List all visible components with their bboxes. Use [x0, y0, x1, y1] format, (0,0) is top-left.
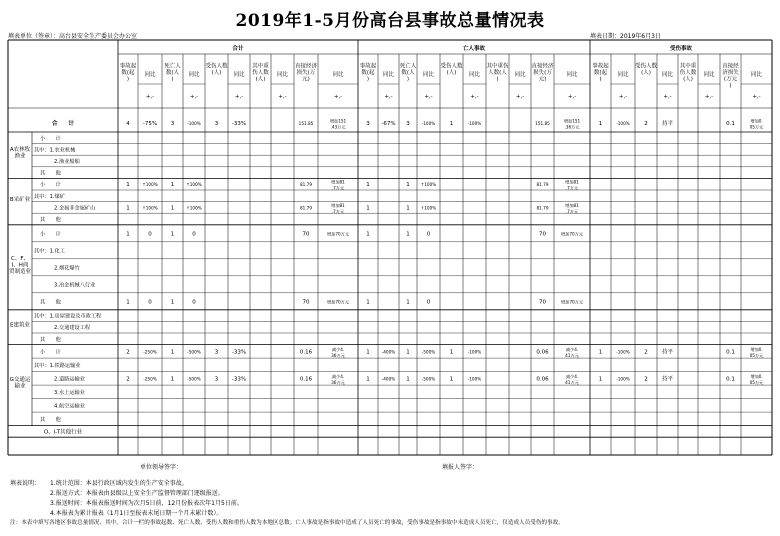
subcategory-label: 其 他	[40, 336, 61, 343]
row-cell: -33%	[231, 376, 247, 383]
row-cell: 1	[598, 349, 603, 356]
row-cell: 增加70万元	[560, 231, 584, 237]
subcategory-label: 2.道路运输业	[54, 376, 85, 383]
fatal-column-header: 受伤人数	[440, 63, 463, 70]
row-cell: -100%	[467, 376, 482, 382]
category-label: I、H商	[11, 262, 29, 269]
subcategory-label: 小 计	[40, 182, 61, 189]
fatal-yoy-header: 同比	[382, 72, 395, 78]
total-column-header: 死亡人	[164, 63, 181, 70]
fatal-column-header: 数(人	[401, 70, 415, 76]
row-cell: 81.79	[300, 205, 312, 211]
injury-column-header: 直接经	[722, 63, 739, 70]
row-cell: .7万元	[565, 208, 579, 214]
row-cell: ↑100%	[142, 182, 158, 188]
total-column-header: 数(起	[121, 70, 135, 76]
grand-total-cell: -100%	[421, 121, 436, 126]
row-cell: 36万元	[331, 352, 345, 358]
row-cell: 1	[126, 299, 130, 306]
row-cell: 0.16	[299, 349, 313, 356]
fatal-column-header: (人)	[446, 70, 457, 76]
category-label: O、I-T其他行业	[43, 429, 83, 436]
fatal-column-header: 直接经济	[531, 63, 554, 70]
fatal-column-header: )	[406, 76, 410, 83]
row-cell: -500%	[421, 376, 436, 382]
row-cell: 05万元	[749, 352, 764, 358]
filling-date: 填表日期：2019年6月3日	[590, 33, 661, 40]
injury-yoy-header: 同比	[703, 72, 715, 78]
category-label: 贸制造业	[8, 269, 32, 276]
fatal-yoy-header: 同比	[566, 72, 578, 78]
row-cell: 增加81	[565, 179, 579, 185]
total-column-header: )	[126, 76, 130, 83]
row-cell: 0.16	[299, 376, 313, 383]
grand-total-label: 合 计	[51, 121, 75, 127]
grand-total-cell: 0.1	[726, 121, 735, 127]
row-cell: 3	[214, 349, 219, 356]
grand-total-cell: -100%	[467, 121, 482, 126]
row-cell: ↑100%	[420, 182, 437, 188]
injury-pm-header: +,-	[704, 94, 714, 100]
subcategory-label: 小 计	[40, 349, 61, 356]
row-cell: 1	[170, 299, 175, 306]
remark: 注：本表中填写各地区事故总量情况，其中，合计一栏的事故起数、死亡人数、受伤人数和重伤人数为本地区总数；亡人事故是指事故中造成了人员死亡的事故，受伤事故是指事故中未造成人员死亡，仅造成人员受伤的事故。	[10, 520, 564, 526]
grand-total-cell: 05万元	[749, 124, 764, 130]
total-column-header: (人)	[211, 70, 222, 76]
fatal-column-header: 人数(人	[488, 70, 507, 76]
grand-total-cell: 4	[126, 121, 130, 127]
row-cell: 持平	[661, 376, 674, 383]
note-title: 填表说明：	[10, 480, 41, 487]
row-cell: 1	[406, 205, 410, 212]
row-cell: 81.79	[536, 205, 549, 211]
row-cell: 70	[539, 231, 546, 238]
row-cell: 70	[302, 231, 310, 238]
subcategory-label: 小 计	[40, 231, 61, 238]
row-cell: 1	[366, 205, 370, 212]
injury-pm-header: +,-	[618, 94, 628, 100]
row-cell: 41万元	[565, 352, 579, 358]
fatal-pm-header: +,-	[470, 94, 479, 100]
grand-total-cell: 151.85	[298, 121, 314, 126]
row-cell: 1	[406, 376, 410, 383]
row-cell: 0	[148, 299, 152, 306]
row-cell: -33%	[231, 349, 247, 356]
row-cell: 1	[406, 182, 410, 189]
fatal-column-header: )	[496, 76, 499, 83]
row-cell: 持平	[661, 349, 674, 356]
row-cell: 0	[148, 231, 152, 238]
total-column-header: 伤人数	[252, 70, 269, 76]
total-pm-header: +,-	[145, 94, 155, 100]
subcategory-label: 其 他	[40, 170, 61, 177]
injury-column-header: 伤人数	[679, 70, 697, 76]
grand-total-cell: 3	[170, 121, 175, 127]
injury-yoy-header: 同比	[661, 72, 674, 78]
total-column-header: 数(人	[165, 70, 180, 76]
note-line: 1.统计范围：本县行政区域内发生的生产安全事故。	[50, 480, 188, 487]
fatal-column-header: 损失(万	[533, 70, 552, 76]
row-cell: -500%	[421, 349, 436, 355]
row-cell: 1	[449, 349, 454, 356]
subcategory-label: 小 计	[40, 135, 61, 142]
filling-unit: 填表单位（签章）：高台县安全生产委员会办公室	[8, 33, 138, 40]
grand-total-cell: 3	[406, 121, 410, 127]
grand-total-cell: 2	[644, 121, 648, 127]
grand-total-cell: .43万元	[330, 124, 346, 130]
row-cell: -500%	[187, 376, 201, 382]
row-cell: 1	[170, 349, 175, 356]
grand-total-cell: 增加151	[329, 118, 347, 124]
row-cell: -400%	[381, 349, 396, 355]
row-cell: 41万元	[565, 379, 579, 385]
subcategory-label: 3.冶金机械八行业	[54, 282, 96, 289]
category-label: C、F、	[10, 256, 30, 263]
row-cell: -500%	[187, 349, 201, 355]
subcategory-label: 其 他	[40, 217, 61, 223]
subcategory-label: 2.金属非金属矿山	[54, 205, 96, 212]
injury-column-header: (人)	[683, 76, 693, 83]
injury-column-header: 数(起	[593, 70, 608, 76]
row-cell: .7万元	[565, 185, 579, 191]
row-cell: 0	[426, 231, 431, 238]
injury-column-header: )	[599, 76, 602, 83]
total-pm-header: +,-	[278, 94, 287, 100]
fatal-yoy-header: 同比	[422, 72, 435, 78]
row-cell: 增加81	[331, 202, 345, 208]
grand-total-cell: .36万元	[564, 124, 580, 130]
row-cell: ↑100%	[186, 182, 202, 188]
row-cell: 1	[170, 231, 175, 238]
row-cell: -250%	[143, 376, 157, 382]
total-column-header: 损失(万	[296, 70, 316, 76]
injury-column-header: )	[729, 83, 732, 89]
row-cell: 1	[406, 299, 410, 306]
row-cell: ↑100%	[142, 205, 158, 211]
row-cell: 减少4.	[565, 346, 579, 352]
row-cell: 0.06	[536, 376, 549, 383]
grand-total-cell: 1	[598, 121, 603, 127]
grand-total-cell: 151.85	[535, 121, 550, 126]
total-yoy-header: 同比	[276, 72, 289, 78]
row-cell: 70	[539, 299, 546, 306]
row-cell: 1	[126, 182, 130, 189]
grand-total-cell: 增加0.	[750, 118, 763, 124]
fatal-column-header: 死亡人	[399, 63, 417, 70]
row-cell: 减少4.	[565, 373, 579, 379]
total-column-header: 直接经济	[294, 63, 318, 70]
row-cell: 2	[644, 349, 648, 356]
row-cell: 增加70万元	[326, 299, 350, 305]
subcategory-label: 4.航空运输业	[54, 403, 85, 410]
row-cell: 1	[406, 231, 410, 238]
total-yoy-header: 同比	[233, 72, 245, 78]
row-cell: 增加70万元	[560, 299, 584, 305]
row-cell: .7万元	[331, 185, 345, 191]
fatal-pm-header: +,-	[567, 94, 577, 100]
row-cell: -100%	[616, 349, 630, 355]
row-cell: 0.1	[726, 376, 735, 383]
row-cell: 1	[449, 376, 454, 383]
injury-column-header: (人)	[641, 70, 651, 76]
subcategory-label: 2.交通建设工程	[54, 325, 91, 332]
row-cell: 1	[170, 182, 175, 189]
note-line: 3.报送时间：本报表报送时间为次月5日前，12月份报表次年1月5日前。	[50, 500, 243, 507]
report-title: 2019年1-5月份高台县事故总量情况表	[235, 11, 545, 31]
total-yoy-header: 同比	[188, 72, 200, 78]
row-cell: 1	[366, 299, 370, 306]
row-cell: 增加0.	[750, 373, 763, 379]
fatal-column-header: 元)	[538, 76, 547, 83]
fatal-column-header: 其中重伤	[486, 63, 509, 70]
row-cell: 81.79	[536, 182, 549, 188]
total-column-header: 受伤人数	[205, 63, 228, 70]
grand-total-cell: 增加151	[563, 118, 581, 124]
subcategory-label: 2.渔业船舶	[54, 159, 80, 165]
fatal-yoy-header: 同比	[514, 72, 526, 78]
row-cell: .7万元	[331, 208, 345, 214]
row-cell: ↑100%	[420, 205, 437, 211]
fatal-pm-header: +,-	[515, 94, 525, 100]
row-cell: 减少4.	[331, 346, 345, 352]
category-label: G交通运	[9, 377, 31, 384]
row-cell: 减少4.	[331, 373, 345, 379]
row-cell: 2	[126, 376, 130, 383]
row-cell: 1	[126, 205, 130, 212]
grand-total-cell: -100%	[187, 121, 201, 126]
total-column-header: 事故起	[119, 63, 137, 70]
group-header-fatal: 亡人事故	[462, 46, 486, 52]
row-cell: 0	[426, 299, 431, 306]
subcategory-label: 其中：1.铁路运输业	[34, 362, 81, 369]
row-cell: 3	[214, 376, 219, 383]
row-cell: 1	[366, 376, 370, 383]
total-yoy-header: 同比	[332, 72, 344, 78]
subcategory-label: 其 他	[40, 299, 61, 306]
injury-yoy-header: 同比	[617, 72, 629, 78]
grand-total-cell: 1	[449, 121, 454, 127]
injury-column-header: 事故起	[592, 63, 609, 70]
row-cell: 0	[192, 299, 196, 306]
row-cell: 2	[126, 349, 130, 356]
fatal-column-header: )	[366, 76, 370, 83]
row-cell: 81.79	[300, 182, 312, 188]
row-cell: 0.1	[726, 349, 735, 356]
grand-total-cell: 3	[214, 121, 219, 127]
row-cell: -250%	[143, 349, 157, 355]
row-cell: -100%	[467, 349, 482, 355]
category-label: A农林牧	[9, 147, 31, 154]
grand-total-cell: 持平	[661, 121, 674, 127]
fatal-column-header: 数(起	[361, 70, 375, 76]
injury-pm-header: +,-	[663, 94, 672, 100]
category-label: 输业	[14, 383, 26, 390]
row-cell: 1	[366, 231, 370, 238]
row-cell: -400%	[381, 376, 396, 382]
injury-column-header: (万元	[723, 76, 738, 83]
group-header-injury: 受伤事故	[669, 46, 693, 52]
group-header-total: 合计	[232, 46, 244, 52]
filler-signature-label: 填报人签字：	[442, 464, 479, 471]
row-cell: 1	[366, 182, 370, 189]
subcategory-label: 其中：1.农业机械	[34, 147, 76, 154]
injury-column-header: 受伤人数	[634, 63, 658, 70]
fatal-yoy-header: 同比	[468, 72, 481, 78]
note-line: 2.报送方式：本报表由县级以上安全生产监督管理部门逐级报送。	[50, 490, 224, 497]
total-column-header: (人)	[255, 76, 266, 83]
row-cell: 05万元	[749, 379, 764, 385]
total-column-header: )	[171, 76, 174, 83]
row-cell: 增加0.	[750, 346, 763, 352]
row-cell: 增加81	[565, 202, 579, 208]
total-pm-header: +,-	[189, 94, 199, 100]
row-cell: 1	[170, 205, 175, 212]
row-cell: 0	[192, 231, 196, 238]
row-cell: 2	[644, 376, 648, 383]
row-cell: 1	[406, 349, 410, 356]
grand-total-cell: -100%	[616, 121, 630, 126]
fatal-column-header: 事故起	[359, 63, 377, 70]
subcategory-label: 3.水上运输业	[54, 389, 85, 396]
fatal-pm-header: +,-	[384, 94, 393, 100]
grand-total-cell: 3	[366, 121, 370, 127]
injury-column-header: 济损失	[722, 70, 739, 76]
fatal-pm-header: +,-	[424, 94, 433, 100]
row-cell: 1	[170, 376, 175, 383]
injury-pm-header: +,-	[752, 94, 761, 100]
row-cell: 增加81	[331, 179, 345, 185]
subcategory-label: 其中：1.煤矿	[34, 193, 65, 200]
note-line: 4.本报表为累计报表（1月1日至报表末尾日期一个月末累计数）。	[50, 510, 223, 517]
grand-total-cell: -67%	[381, 121, 396, 127]
total-pm-header: +,-	[234, 94, 244, 100]
total-column-header: 其中重	[252, 63, 269, 70]
row-cell: 36万元	[331, 379, 345, 385]
row-cell: 增加70万元	[326, 231, 350, 237]
total-pm-header: +,-	[333, 94, 343, 100]
row-cell: -100%	[616, 376, 630, 382]
row-cell: 1	[598, 376, 603, 383]
row-cell: 70	[302, 299, 310, 306]
grand-total-cell: -75%	[142, 121, 158, 127]
subcategory-label: 其中：1.化工	[34, 248, 65, 255]
injury-column-header: 其中重	[679, 63, 697, 70]
subcategory-label: 其中：1.房屋建设及市政工程	[34, 313, 102, 320]
total-yoy-header: 同比	[144, 72, 156, 78]
category-label: E建筑业	[10, 322, 30, 329]
subcategory-label: 其 他	[40, 416, 61, 423]
injury-yoy-header: 同比	[750, 72, 763, 78]
row-cell: ↑100%	[186, 205, 202, 211]
row-cell: 1	[366, 349, 370, 356]
category-label: B采矿业	[9, 196, 31, 203]
row-cell: 1	[126, 231, 130, 238]
subcategory-label: 2.烟花爆竹	[54, 265, 80, 272]
grand-total-cell: -33%	[231, 121, 247, 127]
row-cell: 0.06	[536, 349, 549, 356]
leader-signature-label: 单位领导签字：	[140, 464, 183, 471]
total-column-header: 元)	[302, 76, 310, 83]
category-label: 渔业	[14, 153, 26, 160]
